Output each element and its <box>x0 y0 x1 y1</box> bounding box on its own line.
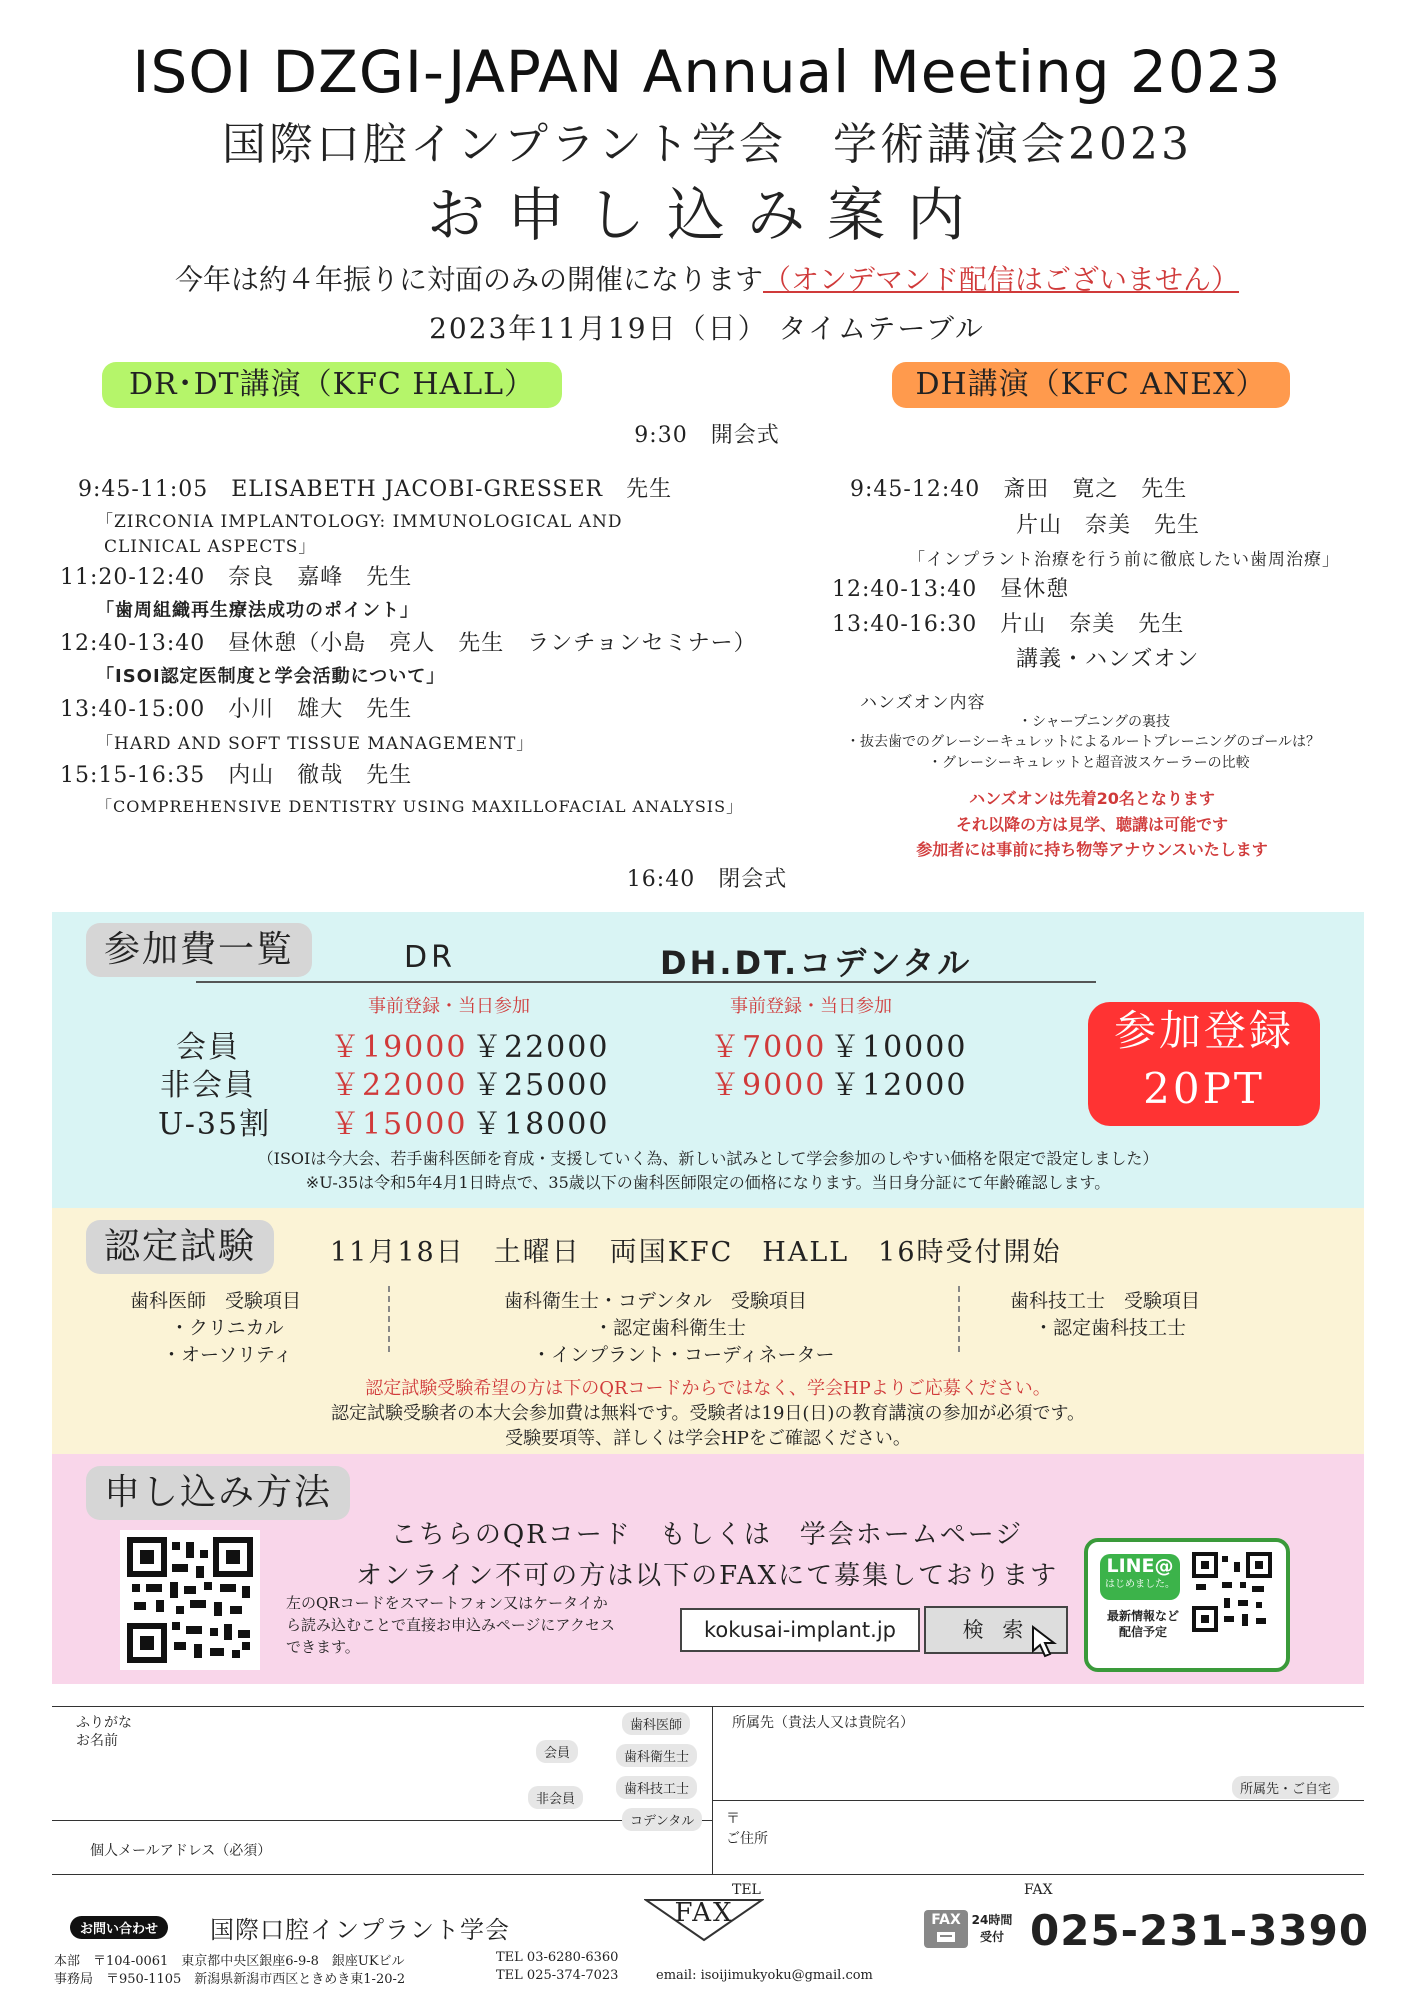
exam-note: 受験要項等、詳しくは学会HPをご確認ください。 <box>505 1428 911 1449</box>
role-option[interactable]: コデンタル <box>622 1808 702 1831</box>
qr-code-icon <box>120 1530 260 1670</box>
affiliation-choice[interactable]: 所属先・ご自宅 <box>1232 1776 1339 1799</box>
fee-col-dh: DH.DT.コデンタル <box>660 944 973 982</box>
form-mid-border <box>52 1820 712 1821</box>
exam-col-title: 歯科技工士 受験項目 <box>1010 1290 1201 1312</box>
track-left-pill: DR･DT講演（KFC HALL） <box>102 362 562 408</box>
closing-ceremony: 16:40 閉会式 <box>626 867 788 892</box>
handson-note: 参加者には事前に持ち物等アナウンスいたします <box>916 840 1268 859</box>
register-button[interactable] <box>1088 1002 1320 1126</box>
fee-col-dr: DR <box>404 940 456 975</box>
apply-line: オンライン不可の方は以下のFAXにて募集しております <box>355 1561 1059 1591</box>
opening-ceremony: 9:30 開会式 <box>634 423 780 448</box>
member-option[interactable]: 会員 <box>536 1740 578 1763</box>
form-bottom-border <box>52 1874 1364 1875</box>
exam-col-title: 歯科医師 受験項目 <box>130 1290 302 1312</box>
line-note <box>1098 1608 1188 1640</box>
apply-tag: 申し込み方法 <box>86 1466 350 1520</box>
handson-item: ・グレーシーキュレットと超音波スケーラーの比較 <box>928 755 1250 771</box>
line-qr-icon <box>1192 1552 1272 1632</box>
form-postal-label: 〒 <box>726 1811 740 1827</box>
exam-note: 認定試験受験者の本大会参加費は無料です。受験者は19日(日)の教育講演の参加が必須です。 <box>330 1403 1086 1424</box>
nonmember-option[interactable]: 非会員 <box>528 1786 583 1809</box>
form-fax-label[interactable]: FAX <box>1024 1882 1053 1898</box>
fax-badge-sub: 24時間受付 <box>971 1913 1013 1944</box>
qr-code-image[interactable] <box>120 1530 260 1670</box>
exam-note-red: 認定試験受験希望の方は下のQRコードからではなく、学会HPよりご応募ください。 <box>365 1378 1051 1399</box>
timetable-left-line: 「歯周組織再生療法成功のポイント」 <box>96 600 419 621</box>
timetable-right-line: 「インプラント治療を行う前に徹底したい歯周治療」 <box>908 550 1340 570</box>
search-input[interactable]: kokusai-implant.jp <box>680 1608 920 1652</box>
timetable-left-line: 9:45-11:05 ELISABETH JACOBI-GRESSER 先生 <box>78 477 673 502</box>
exam-col-item: ・クリニカル <box>170 1317 284 1339</box>
line-badge <box>1100 1554 1180 1600</box>
fee-dr-pre: ￥19000 <box>330 1030 468 1065</box>
exam-col-item: ・認定歯科技工士 <box>1034 1317 1187 1339</box>
fee-dr-pre: ￥15000 <box>330 1107 468 1142</box>
timetable-right-line: 13:40-16:30 片山 奈美 先生 <box>832 612 1185 637</box>
fee-dr-day: ￥18000 <box>472 1107 610 1142</box>
form-address-label[interactable]: ご住所 <box>726 1831 768 1847</box>
timetable-left-line: 「COMPREHENSIVE DENTISTRY USING MAXILLOFACIAL ANALYSIS」 <box>96 797 744 816</box>
exam-col-title: 歯科衛生士・コデンタル 受験項目 <box>504 1290 807 1312</box>
fee-dh-pre: ￥7000 <box>710 1030 827 1065</box>
timetable-right-line: 12:40-13:40 昼休憩 <box>832 577 1070 602</box>
exam-info: 11月18日 土曜日 両国KFC HALL 16時受付開始 <box>330 1237 1062 1268</box>
handson-note: ハンズオンは先着20名となります <box>969 789 1215 808</box>
fax-badge-text: FAX <box>931 1912 961 1928</box>
fee-dr-pre: ￥22000 <box>330 1068 468 1103</box>
fax-machine-icon <box>935 1930 957 1944</box>
page-title: ISOI DZGI-JAPAN Annual Meeting 2023 <box>132 38 1282 106</box>
handson-title: ハンズオン内容 <box>860 693 986 713</box>
fax-number[interactable]: 025-231-3390 <box>1030 1906 1370 1955</box>
fee-sub-dr: 事前登録・当日参加 <box>368 996 530 1017</box>
timetable-left-line: 11:20-12:40 奈良 嘉峰 先生 <box>60 565 413 590</box>
timetable-right-line: 9:45-12:40 斎田 寛之 先生 <box>850 477 1188 502</box>
fee-dh-day: ￥12000 <box>830 1068 968 1103</box>
form-email-label[interactable]: 個人メールアドレス（必須） <box>90 1843 272 1859</box>
exam-col-item: ・認定歯科衛生士 <box>594 1317 747 1339</box>
line-badge-text: LINE@ <box>1106 1555 1174 1577</box>
timetable-right-line: 講義・ハンズオン <box>1016 647 1200 672</box>
timetable-right-line: 片山 奈美 先生 <box>1016 513 1201 538</box>
lead-main: 今年は約４年振りに対面のみの開催になります <box>174 263 763 296</box>
timetable-left-line: 15:15-16:35 内山 徹哉 先生 <box>60 763 413 788</box>
fax-arrow-label: FAX <box>674 1898 734 1928</box>
qr-note: 左のQRコードをスマートフォン又はケータイから読み込むことで直接お申込みページにアクセスできます。 <box>286 1594 615 1656</box>
lead-note: （オンデマンド配信はございません） <box>763 263 1240 296</box>
footer-office-tel: TEL 025-374-7023 <box>496 1968 619 1983</box>
exam-col-item: ・インプラント・コーディネーター <box>532 1344 835 1366</box>
track-right-pill: DH講演（KFC ANEX） <box>892 362 1290 408</box>
line-banner[interactable] <box>1084 1538 1290 1672</box>
form-tel-label[interactable]: TEL <box>732 1882 761 1898</box>
timetable-left-line: 「ZIRCONIA IMPLANTOLOGY: IMMUNOLOGICAL AND <box>96 512 623 532</box>
timetable-left-line: 「ISOI認定医制度と学会活動について」 <box>96 666 446 687</box>
handson-note: それ以降の方は見学、聴講は可能です <box>955 815 1228 834</box>
timetable-left-line: 12:40-13:40 昼休憩（小島 亮人 先生 ランチョンセミナー） <box>60 631 757 656</box>
role-option[interactable]: 歯科医師 <box>622 1712 690 1735</box>
form-divider <box>712 1706 713 1874</box>
role-option[interactable]: 歯科技工士 <box>616 1776 697 1799</box>
fax-badge <box>924 1910 968 1948</box>
line-note-1: 最新情報など <box>1106 1609 1179 1623</box>
timetable-left-line: 13:40-15:00 小川 雄大 先生 <box>60 697 413 722</box>
footer-hq: 本部 〒104-0061 東京都中央区銀座6-9-8 銀座UKビル <box>54 1954 405 1969</box>
footer-org: 国際口腔インプラント学会 <box>210 1916 510 1944</box>
fee-row-label: U-35割 <box>158 1107 272 1142</box>
line-badge-sub: はじめました。 <box>1105 1579 1175 1590</box>
fee-row-label: 会員 <box>176 1030 240 1065</box>
fee-dr-day: ￥25000 <box>472 1068 610 1103</box>
apply-line: こちらのQRコード もしくは 学会ホームページ <box>390 1520 1024 1550</box>
footer-email[interactable]: email: isoijimukyoku@gmail.com <box>656 1968 873 1983</box>
fee-note: ※U-35は令和5年4月1日時点で、35歳以下の歯科医師限定の価格になります。当日身分証にて年齢確認します。 <box>305 1173 1111 1192</box>
exam-divider <box>388 1286 390 1352</box>
timetable-left-line: CLINICAL ASPECTS」 <box>104 537 317 557</box>
fee-tag: 参加費一覧 <box>86 923 312 977</box>
fee-sub-dh: 事前登録・当日参加 <box>730 996 892 1017</box>
exam-col-item: ・オーソリティ <box>162 1344 293 1366</box>
handson-item: ・抜去歯でのグレーシーキュレットによるルートプレーニングのゴールは？ <box>846 734 1321 750</box>
fee-row-label: 非会員 <box>160 1068 256 1103</box>
contact-tag: お問い合わせ <box>70 1916 168 1939</box>
fee-divider <box>196 981 1096 983</box>
role-option[interactable]: 歯科衛生士 <box>616 1744 697 1767</box>
register-button-points: 20PT <box>1143 1064 1265 1113</box>
footer-hq-tel: TEL 03-6280-6360 <box>496 1950 619 1965</box>
form-name-label[interactable]: お名前 <box>76 1733 118 1749</box>
timetable-heading: 2023年11月19日（日） タイムテーブル <box>429 312 985 345</box>
footer-office: 事務局 〒950-1105 新潟県新潟市西区ときめき東1-20-2 <box>54 1972 406 1987</box>
form-affiliation-label[interactable]: 所属先（貴法人又は貴院名） <box>732 1715 914 1731</box>
fee-note: （ISOIは今大会、若手歯科医師を育成・支援していく為、新しい試みとして学会参加のしやすい価格を限定で設定しました） <box>257 1149 1159 1168</box>
fee-dh-day: ￥10000 <box>830 1030 968 1065</box>
form-top-border <box>52 1706 1364 1707</box>
timetable-left-line: 「HARD AND SOFT TISSUE MANAGEMENT」 <box>96 734 535 754</box>
exam-tag: 認定試験 <box>86 1220 274 1274</box>
form-furigana-label: ふりがな <box>76 1715 132 1731</box>
form-mid-border-right <box>712 1800 1364 1801</box>
page-heading: お申し込み案内 <box>426 181 987 249</box>
search-button-label: 検 索 <box>962 1618 1030 1642</box>
fee-dh-pre: ￥9000 <box>710 1068 827 1103</box>
register-button-label: 参加登録 <box>1113 1006 1294 1055</box>
lead-text <box>0 258 1414 298</box>
line-note-2: 配信予定 <box>1118 1625 1167 1639</box>
page-subtitle: 国際口腔インプラント学会 学術講演会2023 <box>222 119 1192 170</box>
fee-dr-day: ￥22000 <box>472 1030 610 1065</box>
cursor-icon <box>1030 1624 1060 1660</box>
exam-divider <box>958 1286 960 1352</box>
handson-item: ・シャープニングの裏技 <box>1018 714 1171 730</box>
